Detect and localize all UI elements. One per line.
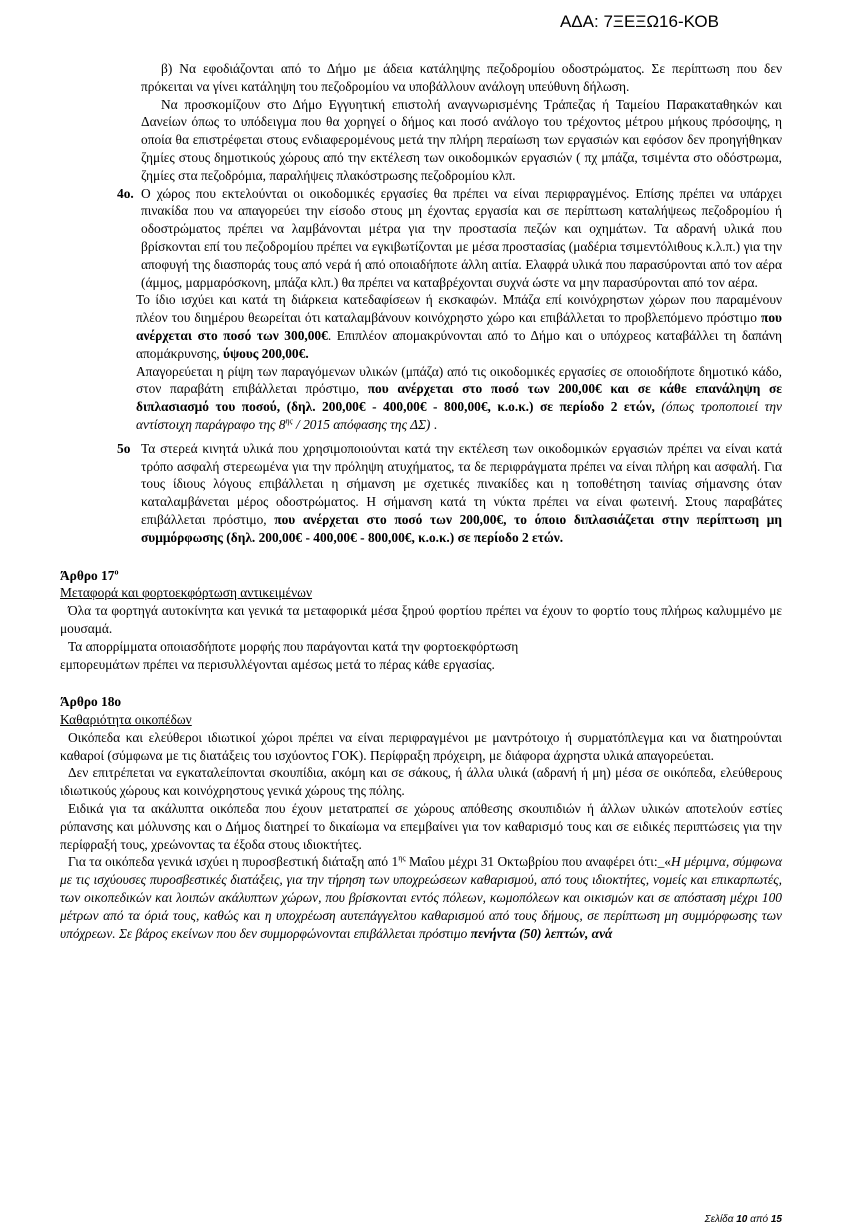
- footer-page-total: 15: [770, 1214, 782, 1225]
- ada-code: ΑΔΑ: 7ΞΕΞΩ16-ΚΟΒ: [559, 12, 719, 31]
- footer-prefix: Σελίδα: [704, 1214, 737, 1225]
- paragraph-guarantee: Να προσκομίζουν στο Δήμο Εγγυητική επιστολή αναγνωρισμένης Τράπεζας ή Ταμείου Παρακαταθηκών και Δανείων όπως το υπόδειγμα που θα χορηγεί ο δήμος και ποσό ανάλογο του τρέχοντος μέτρου μήκους πρόσοψης, η οποία θα επιστρέφεται στους ενδιαφερομένους μετά την πλήρη περαίωση των εργασιών και εφόσον δεν προηγήθηκαν ζημίες στους δημοτικούς χώρους από την εκτέλεση των οικοδομικών εργασιών ( πχ μπάζα, τσιμέντα στο οδόστρωμα, ζημίες στα πεζοδρόμια, παραλήψεις πλακόστρωσης πεζοδρομίου κλπ.: [141, 96, 782, 183]
- article-17-title-sup: ο: [114, 567, 119, 577]
- page-footer: [60, 1211, 782, 1229]
- paragraph-dumping: [60, 363, 782, 434]
- paragraph-beta: β) Να εφοδιάζονται από το Δήμο με άδεια κατάληψης πεζοδρομίου οδοστρώματος. Σε περίπτωση που δεν πρόκειται να γίνει κατάληψη του πεζοδρομίου να υποβάλλουν ανάλογη υπεύθυνη δήλωση.: [141, 61, 782, 94]
- dumping-text-2: .: [430, 416, 438, 432]
- dumping-fine: που ανέρχεται στο ποσό των 200,00€ και σε κάθε επανάληψη σε διπλασιασμό του ποσού, (δηλ. 200,00€ - 400,00€ - 800,00€, κ.ο.κ.) σε περίοδο 2 ετών,: [136, 381, 782, 415]
- article-17-title: Άρθρο $17^o$: [60, 567, 119, 583]
- demolition-fine: που ανέρχεται στο ποσό των 300,00€: [136, 310, 782, 343]
- item-5: [60, 440, 782, 547]
- article-18-paragraph-4: [60, 853, 782, 942]
- document-body: [60, 60, 783, 1225]
- demolition-cost: ύψους 200,00€.: [223, 345, 309, 361]
- item-4: [60, 185, 782, 292]
- dumping-note-sup: ης: [285, 416, 293, 426]
- dumping-text-1: Απαγορεύεται η ρίψη των παραγόμενων υλικών (μπάζα) από τις οικοδομικές εργασίες σε οποιοδήποτε δημοτικό κάδο, στον παραβάτη επιβάλλεται πρόστιμο,: [136, 363, 782, 397]
- article-17-subtitle: Μεταφορά και φορτοεκφόρτωση αντικειμένων: [60, 585, 313, 601]
- article-17-paragraph-2a: Τα απορρίμματα οποιασδήποτε μορφής που παράγονται κατά την φορτοεκφόρτωση: [68, 638, 519, 654]
- article-18-paragraph-1: Οικόπεδα και ελεύθεροι ιδιωτικοί χώροι πρέπει να είναι περιφραγμένοι με μαντρότοιχο ή συρματόπλεγμα και να διατηρούνται καθαροί (σύμφωνα με τις διατάξεις του ισχύοντος ΓΟΚ). Περίφραξη πρόχειρη, με διάφορα άχρηστα υλικά απαγορεύεται.: [60, 729, 782, 763]
- item-4-text: Ο χώρος που εκτελούνται οι οικοδομικές εργασίες θα πρέπει να είναι περιφραγμένος. Επίσης πρέπει να υπάρχει πινακίδα που να απαγορεύει την είσοδο στους μη έχοντας εργασία και σε περίπτωση καταλήψεως πεζοδρομίου ή οδοστρώματος πρέπει να λαμβάνονται μέτρα για την προστασία πεζών και οχημάτων. Τα αδρανή υλικά που βρίσκονται επί του πεζοδρομίου πρέπει να εγκιβωτίζονται με μέσα προστασίας (μαδέρια τσιμεντόλιθους κ.λ.π.) για την αποφυγή της διασποράς τους από νερά ή από οποιαδήποτε άλλη αιτία. Ελαφρά υλικά που παρασύρονται από τον αέρα (άμμος, μαρμαρόσκονη, μπάζα κλπ.) θα πρέπει να καταβρέχονται συχνά ώστε να μην παρασύρονται από τον αέρα.: [141, 185, 782, 290]
- art18-p4-fine: πενήντα (50) λεπτών, ανά: [470, 925, 613, 941]
- art18-p4-sup: ης: [398, 854, 406, 863]
- art18-p4-quote: Η μέριμνα, σύμφωνα με τις ισχύουσες πυροσβεστικές διατάξεις, για την τήρηση των υποχρεώσεων καθαρισμού, από τους ιδιοκτήτες, νομείς και επικαρπωτές, των οικοπεδικών και λοιπών ακάλυπτων χώρων, που βρίσκονται εντός πόλεων, κωμοπόλεων και οικισμών και σε απόσταση μέχρι 100 μέτρων από τα όριά τους, καθώς και η υποχρέωση αυτεπάγγελτου καθαρισμού από τους δήμους, σε περίπτωση μη συμμόρφωσης των υπόχρεων. Σε βάρος εκείνων που δεν συμμορφώνονται επιβάλλεται πρόστιμο: [60, 854, 783, 941]
- dumping-note-1: (όπως τροποποιεί την αντίστοιχη παράγραφο της 8: [136, 399, 782, 432]
- footer-page-number: 10: [736, 1214, 748, 1225]
- article-18-paragraph-2: Δεν επιτρέπεται να εγκαταλείπονται σκουπίδια, ακόμη και σε σάκους, ή άλλα υλικά (αδρανή ή μη) μέσα σε οικόπεδα, ελεύθερους ιδιωτικούς χώρους και κοινόχρηστους γενικά χώρους της πόλης.: [60, 765, 782, 799]
- article-18-paragraph-3: Ειδικά για τα ακάλυπτα οικόπεδα που έχουν μετατραπεί σε χώρους απόθεσης σκουπιδιών ή άλλων υλικών αποτελούν εστίες ρύπανσης και μόλυνσης και ο Δήμος διατηρεί το δικαίωμα να επεμβαίνει για τον καθαρισμό τους και σε ειδικές περιπτώσεις για την περίφραξή τους, χρεώνοντας τα έξοδα στους ιδιοκτήτες.: [60, 801, 782, 852]
- item-5-label: 5ο: [117, 440, 131, 456]
- item-4-label: 4ο.: [117, 185, 134, 201]
- dumping-note-2: / 2015 απόφασης της ΔΣ): [292, 416, 431, 432]
- article-18-subtitle: Καθαριότητα οικοπέδων: [60, 712, 192, 728]
- item-5-text-1: Τα στερεά κινητά υλικά που χρησιμοποιούνται κατά την εκτέλεση των οικοδομικών εργασιών πρέπει να είναι κατά τρόπο ασφαλή στερεωμένα για την πρόληψη ατυχήματος, τα δε περιφράγματα πρέπει να είναι πλήρη και ασφαλή. Για τους ίδιους λόγους επιβάλλεται η σήμανση με σχετικές πινακίδες και η τοποθέτηση ταινίας σήμανσης όταν καταλαμβάνεται μέρος οδοστρώματος. Η σήμανση κατά τη νύκτα πρέπει να είναι φωτεινή. Στους παραβάτες επιβάλλεται πρόστιμο,: [141, 440, 782, 527]
- footer-middle: από: [747, 1214, 771, 1225]
- art18-p4-text-2: Μαΐου μέχρι 31 Οκτωβρίου που αναφέρει ότι:_«: [405, 854, 672, 870]
- paragraph-demolition: [60, 291, 782, 362]
- article-18-title: Άρθρο 18ο: [60, 694, 122, 710]
- art18-p4-text-1: Για τα οικόπεδα γενικά ισχύει η πυροσβεστική διάταξη από 1: [68, 854, 399, 870]
- demolition-text-2: . Επιπλέον απομακρύνονται από το Δήμο και ο υπόχρεος καταβάλλει τη δαπάνη απομάκρυνσης,: [136, 327, 782, 361]
- article-17-paragraph-2b: εμπορευμάτων πρέπει να περισυλλέγονται αμέσως μετά το πέρας κάθε εργασίας.: [60, 656, 495, 672]
- item-5-text: [141, 440, 782, 547]
- article-17-paragraph-1: Όλα τα φορτηγά αυτοκίνητα και γενικά τα μεταφορικά μέσα ξηρού φορτίου πρέπει να έχουν το φορτίο τους πλήρως καλυμμένο με μουσαμά.: [60, 603, 782, 636]
- item-5-fine: που ανέρχεται στο ποσό των 200,00€, το όποιο διπλασιάζεται στην περίπτωση μη συμμόρφωσης (δηλ. 200,00€ - 400,00€ - 800,00€, κ.ο.κ.) σε περίοδο 2 ετών.: [141, 511, 782, 545]
- demolition-text-1: Το ίδιο ισχύει και κατά τη διάρκεια κατεδαφίσεων ή εκσκαφών. Μπάζα επί κοινόχρηστων χώρων που παραμένουν πλέον του διημέρου θεωρείται ότι καταλαμβάνουν κοινόχρηστο χώρο και επιβάλλεται το προβλεπόμενο πρόστιμο: [136, 292, 782, 326]
